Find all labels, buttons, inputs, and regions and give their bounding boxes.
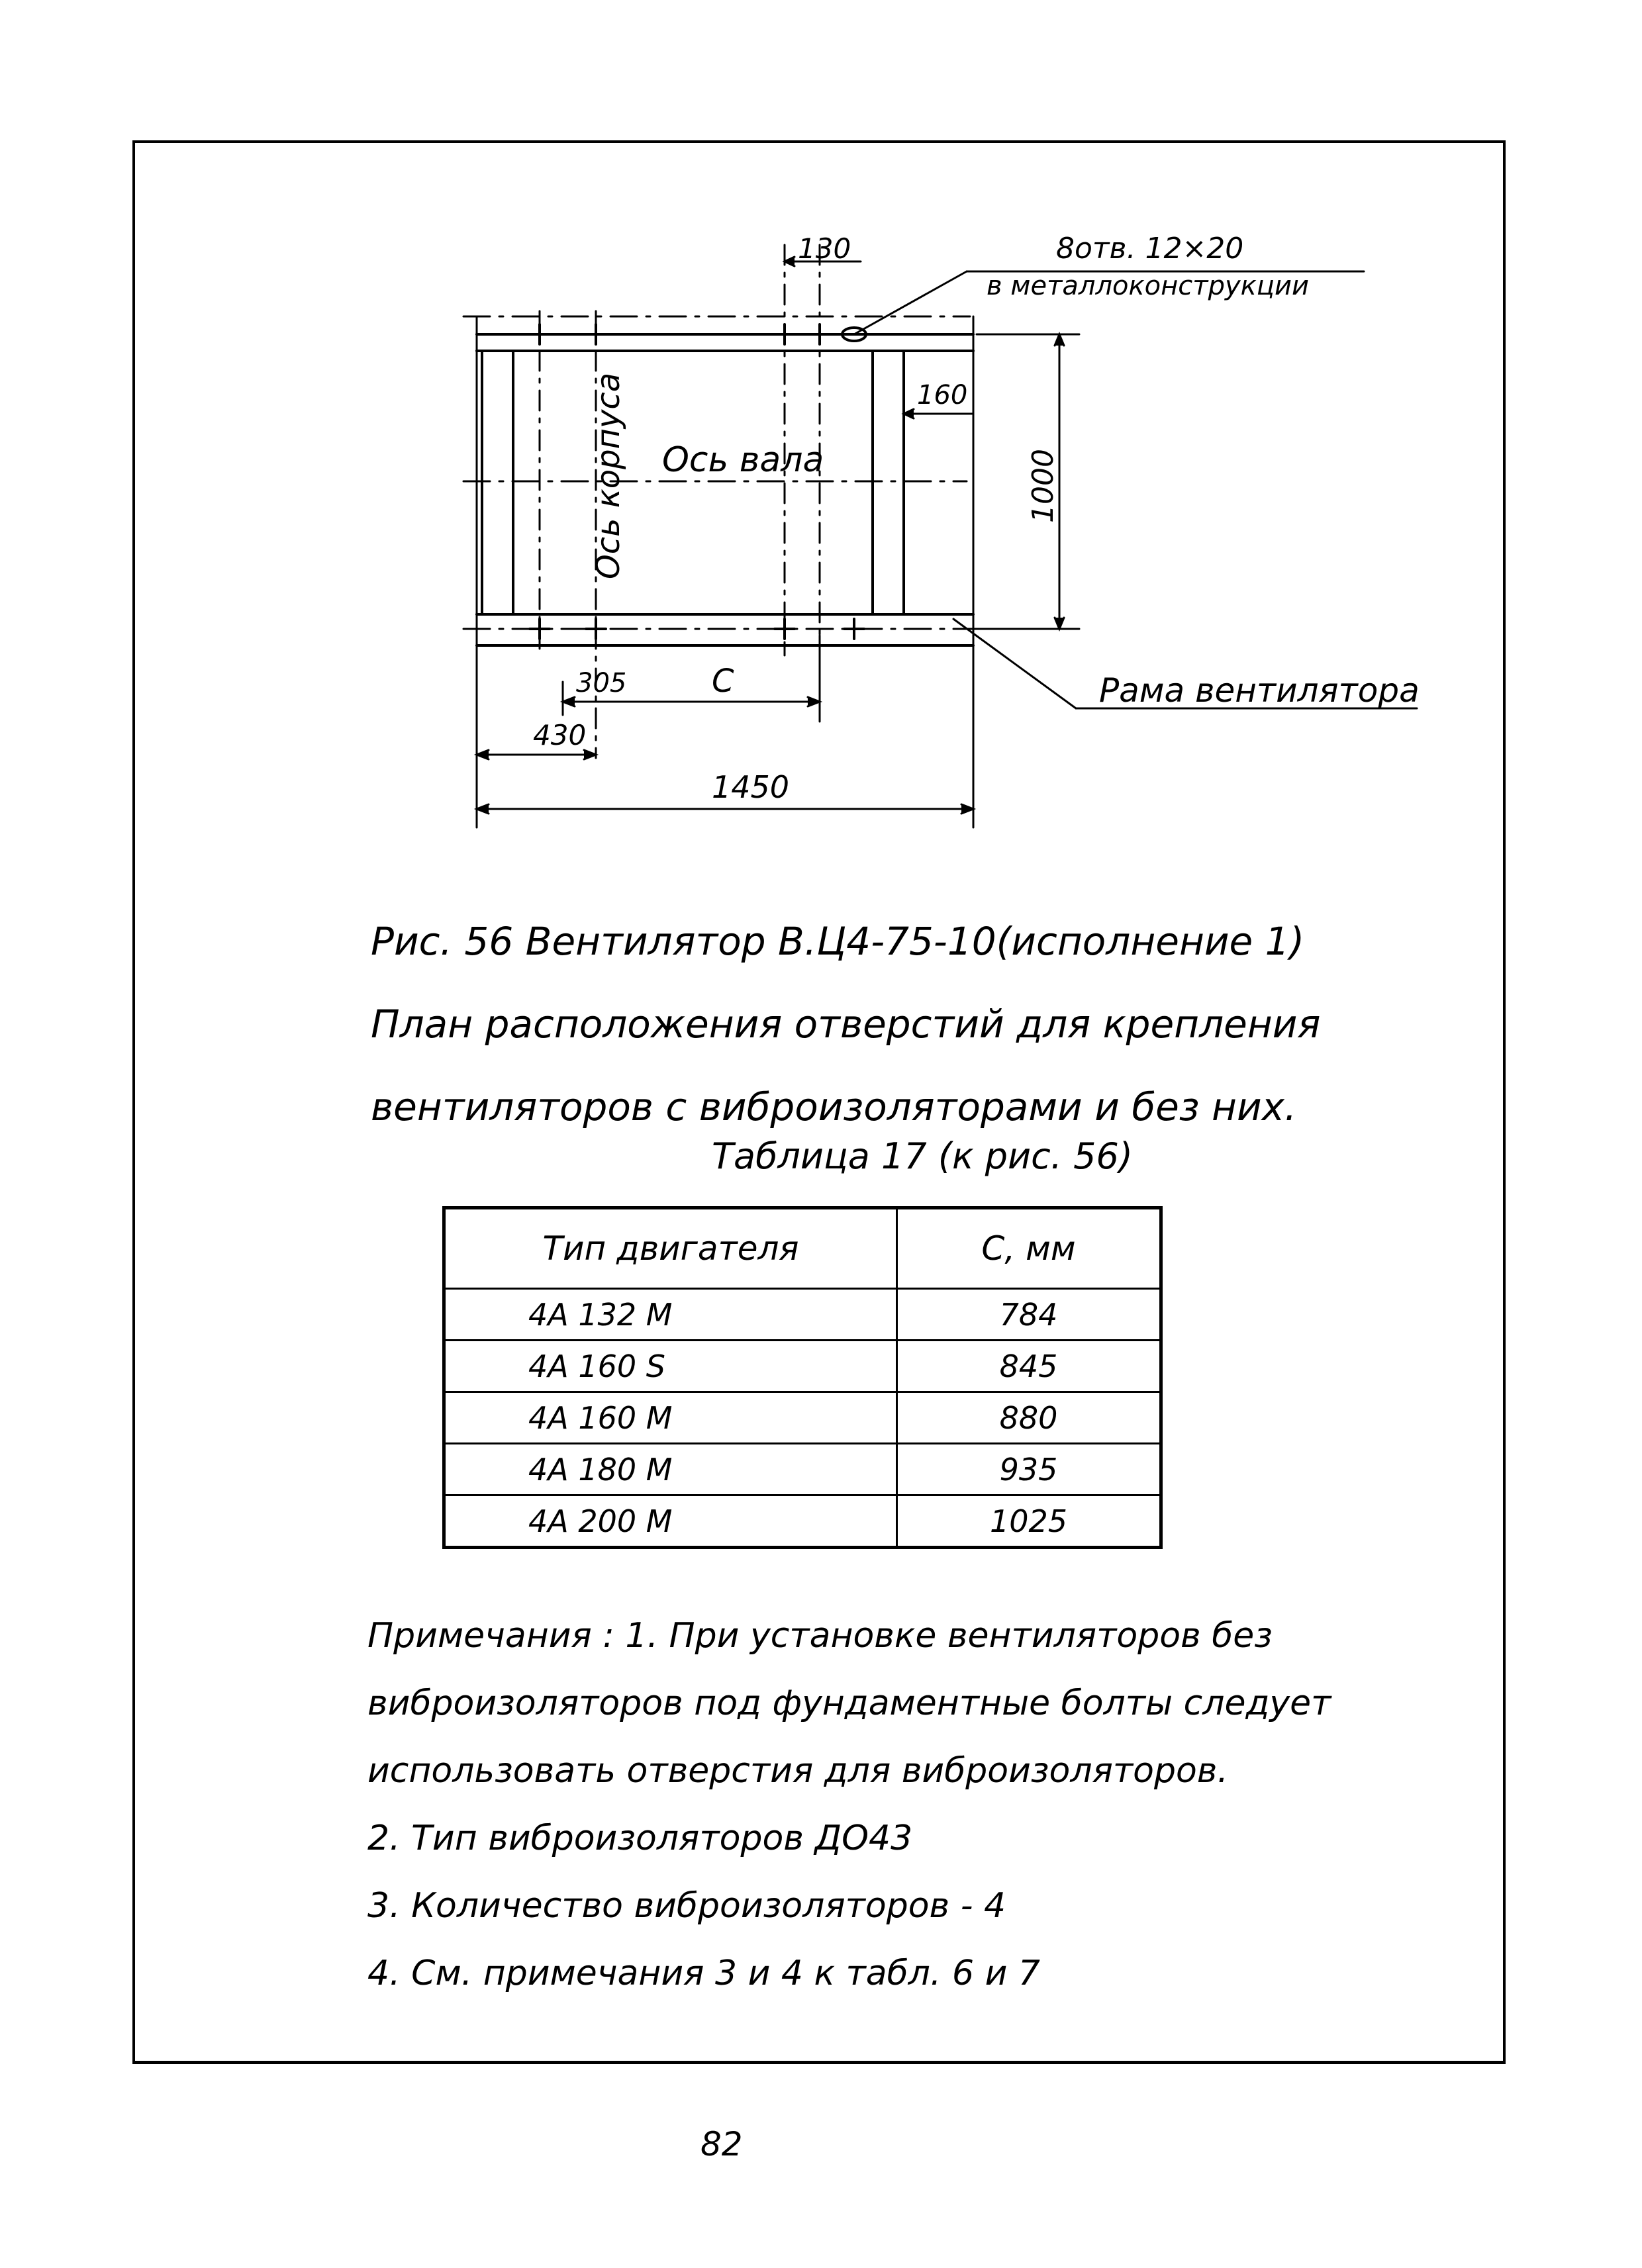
shaft-axis-label: Ось вала <box>662 440 824 480</box>
table-row <box>444 1495 1161 1548</box>
caption-line: Рис. 56 Вентилятор В.Ц4-75-10(исполнение 1) <box>371 919 1305 964</box>
body-axis-label: Ось корпуса <box>590 372 627 579</box>
caption-line: вентиляторов с виброизоляторами и без них. <box>371 1084 1297 1129</box>
table-row <box>444 1392 1161 1444</box>
cell-c-value: 935 <box>897 1444 1161 1495</box>
dim-130-label: 130 <box>798 232 851 265</box>
dim-c-label: С <box>712 663 734 700</box>
table-row <box>444 1341 1161 1392</box>
dim-430-label: 430 <box>533 719 587 751</box>
cell-motor-type: 4А 132 М <box>444 1289 897 1341</box>
note-line: 2. Тип виброизоляторов ДО43 <box>367 1819 913 1858</box>
table-header-row <box>444 1208 1161 1289</box>
cell-motor-type: 4А 200 М <box>444 1495 897 1548</box>
table-title: Таблица 17 (к рис. 56) <box>712 1135 1133 1177</box>
cell-motor-type: 4А 160 S <box>444 1341 897 1392</box>
cell-motor-type: 4А 180 М <box>444 1444 897 1495</box>
header-c-mm: С, мм <box>897 1208 1161 1289</box>
dim-305-label: 305 <box>576 668 627 698</box>
caption-line: План расположения отверстий для крепления <box>371 1002 1321 1047</box>
hole-note-line2: в металлоконструкции <box>987 271 1310 301</box>
cell-c-value: 1025 <box>897 1495 1161 1548</box>
header-motor-type: Тип двигателя <box>444 1208 897 1289</box>
cell-c-value: 880 <box>897 1392 1161 1444</box>
motor-table <box>442 1206 1163 1549</box>
hole-layout-drawing <box>0 0 1642 861</box>
note-line: использовать отверстия для виброизоляторов. <box>367 1751 1228 1791</box>
figure-caption <box>371 900 1430 1149</box>
note-line: виброизоляторов под фундаментные болты следует <box>367 1683 1331 1723</box>
cell-motor-type: 4А 160 М <box>444 1392 897 1444</box>
table-row <box>444 1289 1161 1341</box>
table-row <box>444 1444 1161 1495</box>
note-line: 4. См. примечания 3 и 4 к табл. 6 и 7 <box>367 1954 1040 1993</box>
cell-c-value: 845 <box>897 1341 1161 1392</box>
page-number: 82 <box>700 2125 743 2163</box>
hole-note-line1: 8отв. 12×20 <box>1056 232 1244 265</box>
notes-block <box>367 1602 1480 2007</box>
note-line: Примечания : 1. При установке вентиляторов без <box>367 1616 1273 1656</box>
note-line: 3. Количество виброизоляторов - 4 <box>367 1886 1006 1926</box>
dim-1450-label: 1450 <box>712 769 790 805</box>
dim-1000-label: 1000 <box>1026 449 1060 523</box>
cell-c-value: 784 <box>897 1289 1161 1341</box>
fan-frame-label: Рама вентилятора <box>1099 671 1420 710</box>
dim-160-label: 160 <box>917 380 968 410</box>
